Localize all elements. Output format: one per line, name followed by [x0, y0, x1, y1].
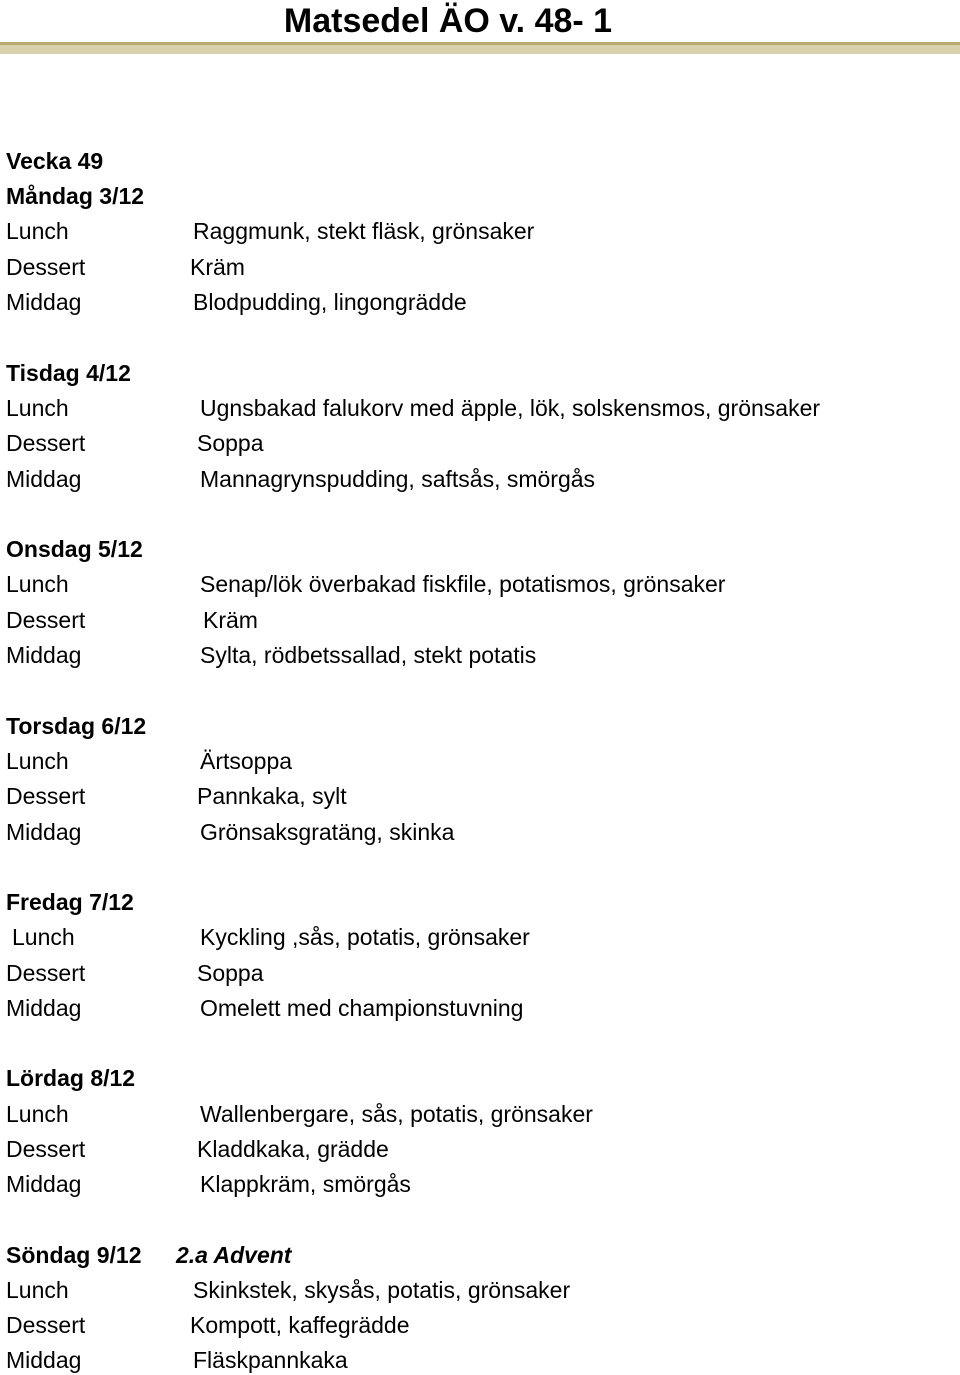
dish-dessert: Soppa — [197, 430, 264, 456]
day-heading: Söndag 9/12 — [6, 1242, 142, 1268]
meal-label-lunch: Lunch — [6, 395, 69, 421]
divider-bottom-band — [0, 45, 960, 54]
day-heading: Tisdag 4/12 — [6, 360, 131, 386]
meal-label-dessert: Dessert — [6, 1312, 86, 1338]
meal-label-middag: Middag — [6, 819, 82, 845]
dish-lunch: Ärtsoppa — [200, 748, 293, 774]
meal-label-middag: Middag — [6, 995, 82, 1021]
dish-middag: Blodpudding, lingongrädde — [193, 289, 467, 315]
dish-dessert: Kräm — [203, 607, 258, 633]
dish-middag: Klappkräm, smörgås — [200, 1171, 411, 1197]
dish-lunch: Kyckling ,sås, potatis, grönsaker — [200, 924, 530, 950]
meal-label-dessert: Dessert — [6, 1136, 86, 1162]
meal-label-dessert: Dessert — [6, 607, 86, 633]
dish-lunch: Raggmunk, stekt fläsk, grönsaker — [193, 218, 535, 244]
day-heading: Onsdag 5/12 — [6, 536, 143, 562]
page-title: Matsedel ÄO v. 48- 1 — [283, 2, 613, 40]
dish-middag: Grönsaksgratäng, skinka — [200, 819, 455, 845]
day-heading: Lördag 8/12 — [6, 1065, 136, 1091]
dish-lunch: Ugnsbakad falukorv med äpple, lök, solskensmos, grönsaker — [200, 395, 821, 421]
meal-label-middag: Middag — [6, 289, 82, 315]
dish-dessert: Kräm — [190, 254, 245, 280]
title-divider — [0, 42, 960, 54]
dish-middag: Fläskpannkaka — [193, 1347, 348, 1373]
dish-lunch: Senap/lök överbakad fiskfile, potatismos, grönsaker — [200, 571, 726, 597]
dish-dessert: Kladdkaka, grädde — [197, 1136, 389, 1162]
dish-lunch: Skinkstek, skysås, potatis, grönsaker — [193, 1277, 571, 1303]
meal-label-lunch: Lunch — [6, 1101, 69, 1127]
meal-label-lunch: Lunch — [6, 748, 69, 774]
meal-label-dessert: Dessert — [6, 783, 86, 809]
day-heading: Måndag 3/12 — [6, 183, 145, 209]
meal-label-lunch: Lunch — [6, 1277, 69, 1303]
meal-label-dessert: Dessert — [6, 430, 86, 456]
dish-middag: Mannagrynspudding, saftsås, smörgås — [200, 466, 596, 492]
meal-label-dessert: Dessert — [6, 960, 86, 986]
meal-label-lunch: Lunch — [6, 571, 69, 597]
dish-middag: Omelett med championstuvning — [200, 995, 524, 1021]
meal-label-middag: Middag — [6, 466, 82, 492]
dish-dessert: Soppa — [197, 960, 264, 986]
meal-label-lunch: Lunch — [6, 218, 69, 244]
dish-dessert: Pannkaka, sylt — [197, 783, 347, 809]
meal-label-middag: Middag — [6, 642, 82, 668]
meal-label-middag: Middag — [6, 1171, 82, 1197]
meal-label-lunch: Lunch — [12, 924, 75, 950]
meal-label-dessert: Dessert — [6, 254, 86, 280]
holiday-note: 2.a Advent — [176, 1242, 292, 1268]
meal-label-middag: Middag — [6, 1347, 82, 1373]
week-heading: Vecka 49 — [6, 148, 104, 174]
dish-middag: Sylta, rödbetssallad, stekt potatis — [200, 642, 537, 668]
dish-dessert: Kompott, kaffegrädde — [190, 1312, 410, 1338]
day-heading: Torsdag 6/12 — [6, 713, 147, 739]
dish-lunch: Wallenbergare, sås, potatis, grönsaker — [200, 1101, 593, 1127]
day-heading: Fredag 7/12 — [6, 889, 134, 915]
